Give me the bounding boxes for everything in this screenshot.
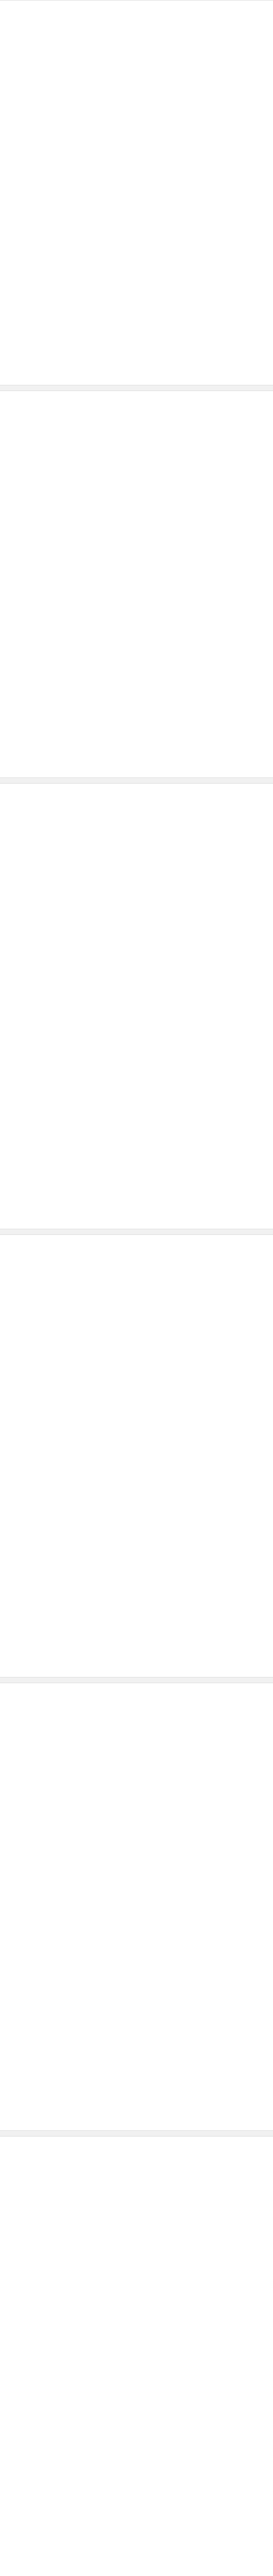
page-6	[0, 2136, 273, 2576]
page-5	[0, 1683, 273, 2131]
page-gap	[0, 778, 273, 783]
reference-list	[15, 784, 258, 1229]
page-3	[0, 783, 273, 1229]
page-gap	[0, 385, 273, 391]
page-gap	[0, 1229, 273, 1234]
page-2	[0, 391, 273, 778]
reference-list	[15, 1683, 258, 2130]
reference-list	[15, 1, 258, 385]
reference-list	[15, 391, 258, 777]
reference-list	[15, 1235, 258, 1677]
page-gap	[0, 1677, 273, 1683]
page-gap	[0, 2131, 273, 2136]
page-1	[0, 0, 273, 385]
page-4	[0, 1234, 273, 1677]
reference-list	[15, 2137, 258, 2576]
